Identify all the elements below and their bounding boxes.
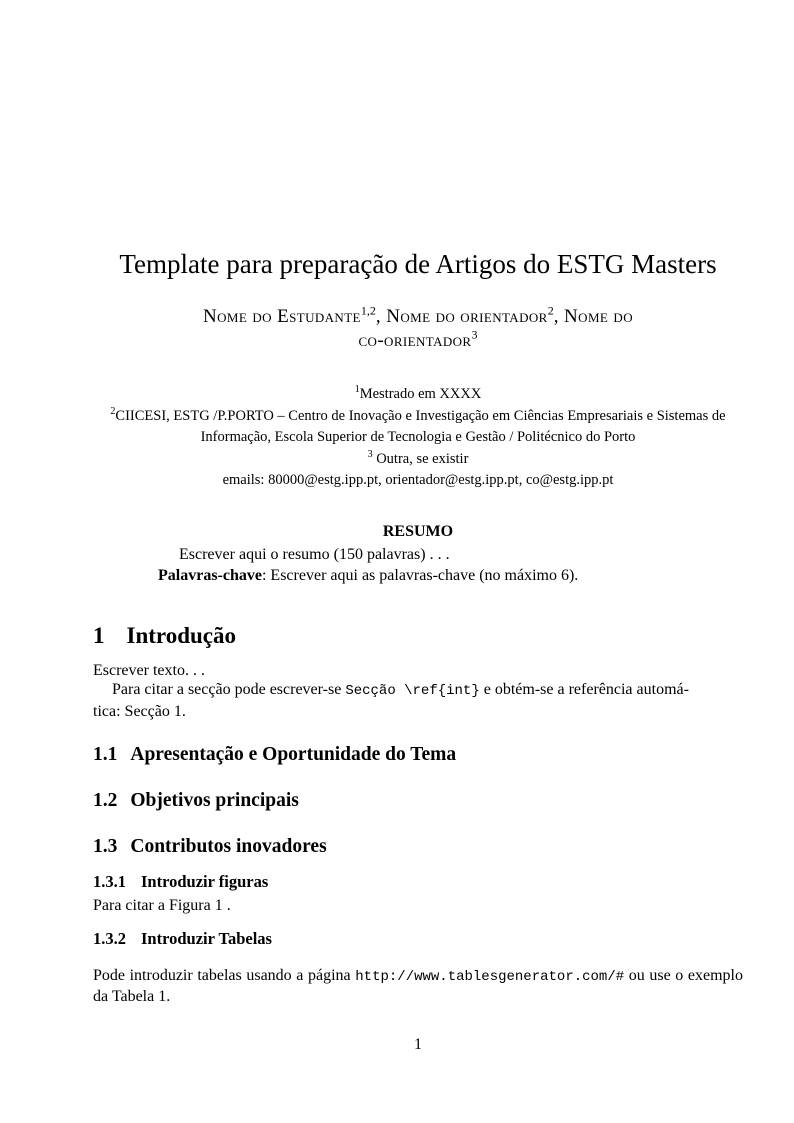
subsection-1-2-title: Objetivos principais [130, 790, 299, 811]
subsubsection-1-3-2-title: Introduzir Tabelas [141, 928, 272, 948]
author-name-3: co-orientador [358, 330, 472, 351]
paragraph-text: Pode introduzir tabelas usando a página [93, 966, 356, 984]
author-superscript-3: 3 [471, 327, 478, 342]
subsection-1-1-heading [93, 743, 743, 767]
subsubsection-1-3-1-number: 1.3.1 [93, 872, 126, 891]
affiliation-text-2: CIICESI, ESTG /P.PORTO – Centro de Inovação e Investigação em Ciências Empresariais e Sistemas de [115, 407, 726, 424]
paper-title: Template para preparação de Artigos do ESTG Masters [119, 249, 717, 279]
author-name-1: Nome do Estudante [203, 306, 361, 327]
author-block [93, 305, 743, 353]
author-superscript-2: 2 [547, 303, 554, 318]
section-1-paragraph-2 [93, 680, 743, 721]
emails-line: emails: 80000@estg.ipp.pt, orientador@estg.ipp.pt, co@estg.ipp.pt [222, 472, 614, 488]
affiliation-line-1 [93, 384, 743, 406]
author-superscript-1: 1,2 [360, 303, 376, 318]
subsubsection-1-3-1-title: Introduzir figuras [141, 872, 269, 891]
paragraph-text: ou use o exemplo da Tabela 1. [93, 966, 744, 1005]
keywords-label: Palavras-chave [158, 566, 262, 584]
author-name-2: , Nome do orientador [375, 306, 548, 327]
affiliation-line-3 [93, 427, 743, 449]
section-1-number: 1 [93, 622, 105, 648]
subsection-1-2-heading [93, 789, 743, 813]
tables-paragraph [93, 966, 743, 1007]
keywords-text: : Escrever aqui as palavras-chave (no máximo 6). [261, 566, 579, 584]
affiliation-marker-3: 3 [367, 448, 373, 460]
subsection-1-3-title: Contributos inovadores [130, 836, 327, 857]
paragraph-text: tica: Secção 1. [93, 702, 186, 720]
subsection-1-3-number: 1.3 [93, 836, 118, 857]
page-content [93, 0, 743, 1007]
subsection-1-1-number: 1.1 [93, 744, 118, 765]
section-1-heading [93, 622, 743, 650]
subsection-1-1-title: Apresentação e Oportunidade do Tema [130, 744, 457, 765]
author-line-1 [93, 305, 743, 329]
section-1-paragraph-1: Escrever texto. . . [93, 661, 205, 679]
affiliation-marker-2: 2 [110, 405, 116, 417]
keywords-line [158, 565, 680, 586]
subsubsection-1-3-2-heading [93, 928, 743, 949]
page-number-footer: 1 [414, 1036, 422, 1053]
figure-citation-paragraph: Para citar a Figura 1 . [93, 897, 231, 914]
latex-code-snippet: Secção \ref{int} [345, 683, 480, 699]
paragraph-text: Para citar a secção pode escrever-se [112, 681, 346, 698]
affiliation-text-4: Outra, se existir [372, 450, 469, 467]
author-line-2 [93, 329, 743, 353]
section-1-title: Introdução [126, 622, 236, 648]
affiliation-text-3: Informação, Escola Superior de Tecnologia e Gestão / Politécnico do Porto [200, 429, 636, 445]
author-name-3-prefix: , Nome do [553, 306, 633, 327]
affiliation-line-2 [93, 406, 743, 428]
abstract-heading: RESUMO [382, 522, 454, 540]
affiliation-marker-1: 1 [354, 384, 360, 396]
subsection-1-2-number: 1.2 [93, 790, 118, 811]
url-text: http://www.tablesgenerator.com/# [355, 968, 625, 985]
affiliation-block [93, 384, 743, 492]
subsubsection-1-3-2-number: 1.3.2 [93, 928, 126, 948]
subsubsection-1-3-1-heading [93, 871, 743, 892]
subsection-1-3-heading [93, 835, 743, 859]
affiliation-line-4 [93, 449, 743, 471]
abstract-text: Escrever aqui o resumo (150 palavras) . . . [179, 545, 450, 563]
affiliation-text-1: Mestrado em XXXX [359, 386, 482, 402]
affiliation-line-5 [93, 470, 743, 492]
paragraph-text: e obtém-se a referência automá- [479, 681, 689, 698]
abstract-block [158, 544, 680, 586]
